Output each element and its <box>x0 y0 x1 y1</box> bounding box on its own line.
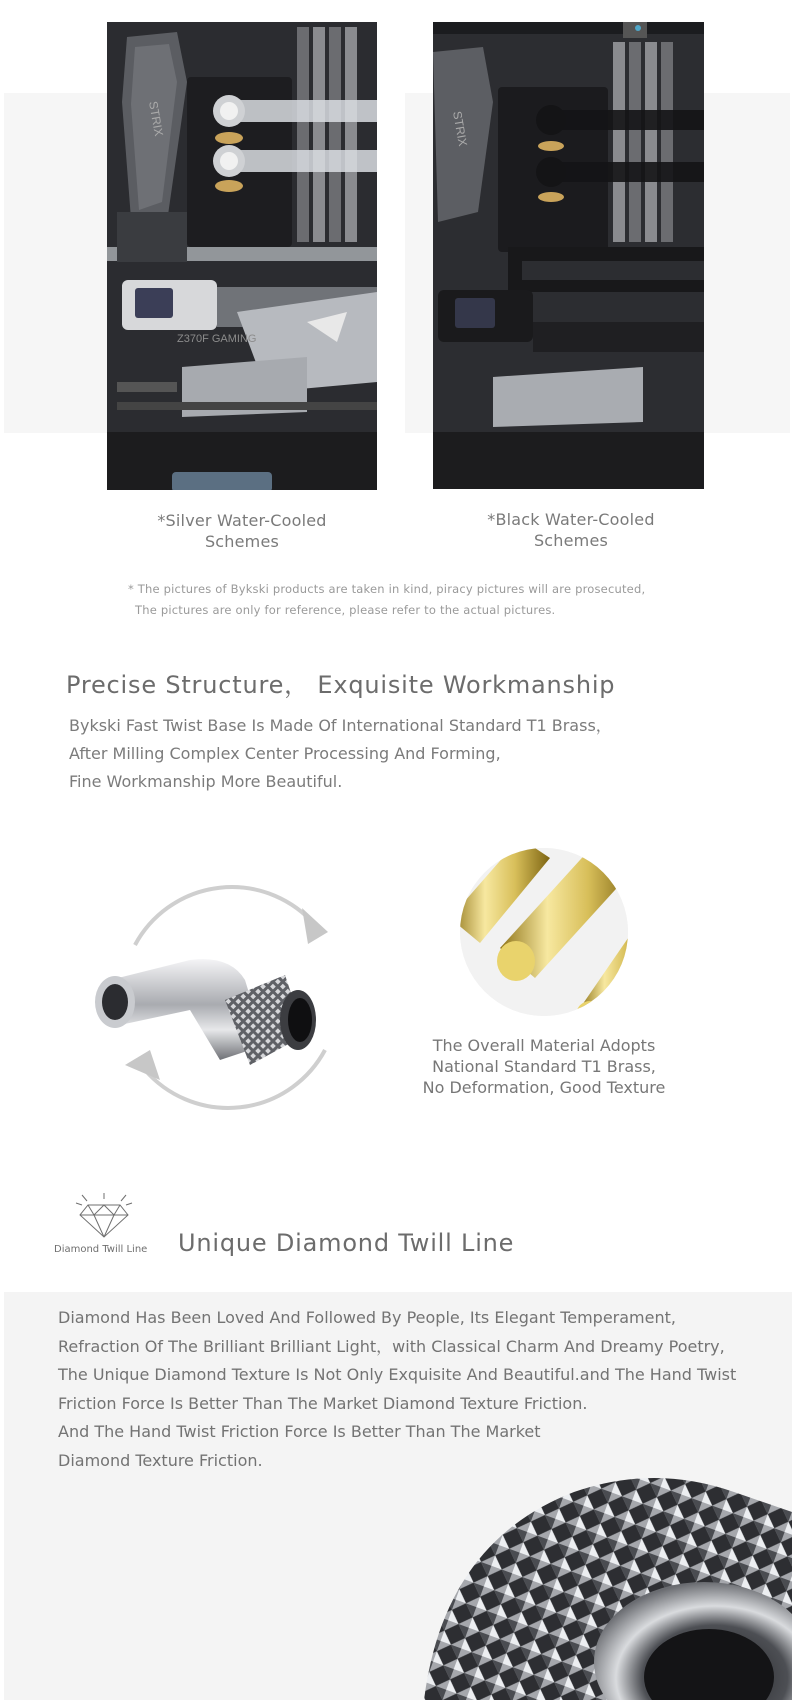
diamond-line: And The Hand Twist Friction Force Is Better Than The Market <box>58 1422 541 1442</box>
diamond-line: The Unique Diamond Texture Is Not Only Exquisite And Beautiful.and The Hand Twist <box>58 1365 737 1385</box>
structure-line: Bykski Fast Twist Base Is Made Of International Standard T1 Brass， <box>69 716 612 735</box>
svg-text:STRIX: STRIX <box>146 100 166 138</box>
disclaimer-notice <box>128 579 768 621</box>
material-line: National Standard T1 Brass, <box>432 1057 656 1076</box>
diamond-line: Diamond Texture Friction. <box>58 1450 263 1470</box>
structure-line: After Milling Complex Center Processing And Forming, <box>69 744 501 763</box>
black-scheme-photo <box>433 22 704 489</box>
photo-backdrop-left <box>4 93 108 433</box>
svg-text:STRIX: STRIX <box>450 110 470 148</box>
diamond-line: Friction Force Is Better Than The Market Diamond Texture Friction. <box>58 1393 588 1413</box>
black-caption-line1: *Black Water-Cooled <box>487 510 655 529</box>
diamond-logo-label: Diamond Twill Line <box>54 1244 148 1255</box>
material-description <box>384 1035 704 1098</box>
structure-description <box>69 712 612 796</box>
structure-title: Precise Structure， Exquisite Workmanship <box>66 671 616 699</box>
rotary-fitting-illustration <box>70 860 400 1130</box>
silver-scheme-caption <box>137 510 347 552</box>
diamond-line: Diamond Has Been Loved And Followed By People, Its Elegant Temperament, <box>58 1308 676 1327</box>
material-line: The Overall Material Adopts <box>432 1036 656 1055</box>
knurled-ring-illustration <box>404 1452 792 1700</box>
rotate-arrow-top <box>135 887 315 945</box>
silver-caption-line1: *Silver Water-Cooled <box>157 511 327 530</box>
silver-caption-line2: Schemes <box>204 532 280 551</box>
rotate-arrow-bottom <box>145 1050 325 1108</box>
diamond-description <box>58 1304 736 1476</box>
diamond-title: Unique Diamond Twill Line <box>178 1229 515 1257</box>
black-scheme-caption <box>466 509 676 551</box>
brass-material-illustration <box>460 848 628 1016</box>
diamond-icon <box>74 1193 134 1239</box>
black-caption-line2: Schemes <box>533 531 609 550</box>
disclaimer-line1: * The pictures of Bykski products are taken in kind, piracy pictures will are prosecuted, <box>128 582 646 596</box>
diamond-line: Refraction Of The Brilliant Brilliant Light，with Classical Charm And Dreamy Poetry, <box>58 1336 725 1356</box>
structure-line: Fine Workmanship More Beautiful. <box>69 772 343 791</box>
disclaimer-line2: The pictures are only for reference, please refer to the actual pictures. <box>135 603 556 617</box>
silver-scheme-photo <box>107 22 377 490</box>
svg-text:Z370F GAMING: Z370F GAMING <box>177 333 257 345</box>
material-line: No Deformation, Good Texture <box>422 1078 666 1097</box>
